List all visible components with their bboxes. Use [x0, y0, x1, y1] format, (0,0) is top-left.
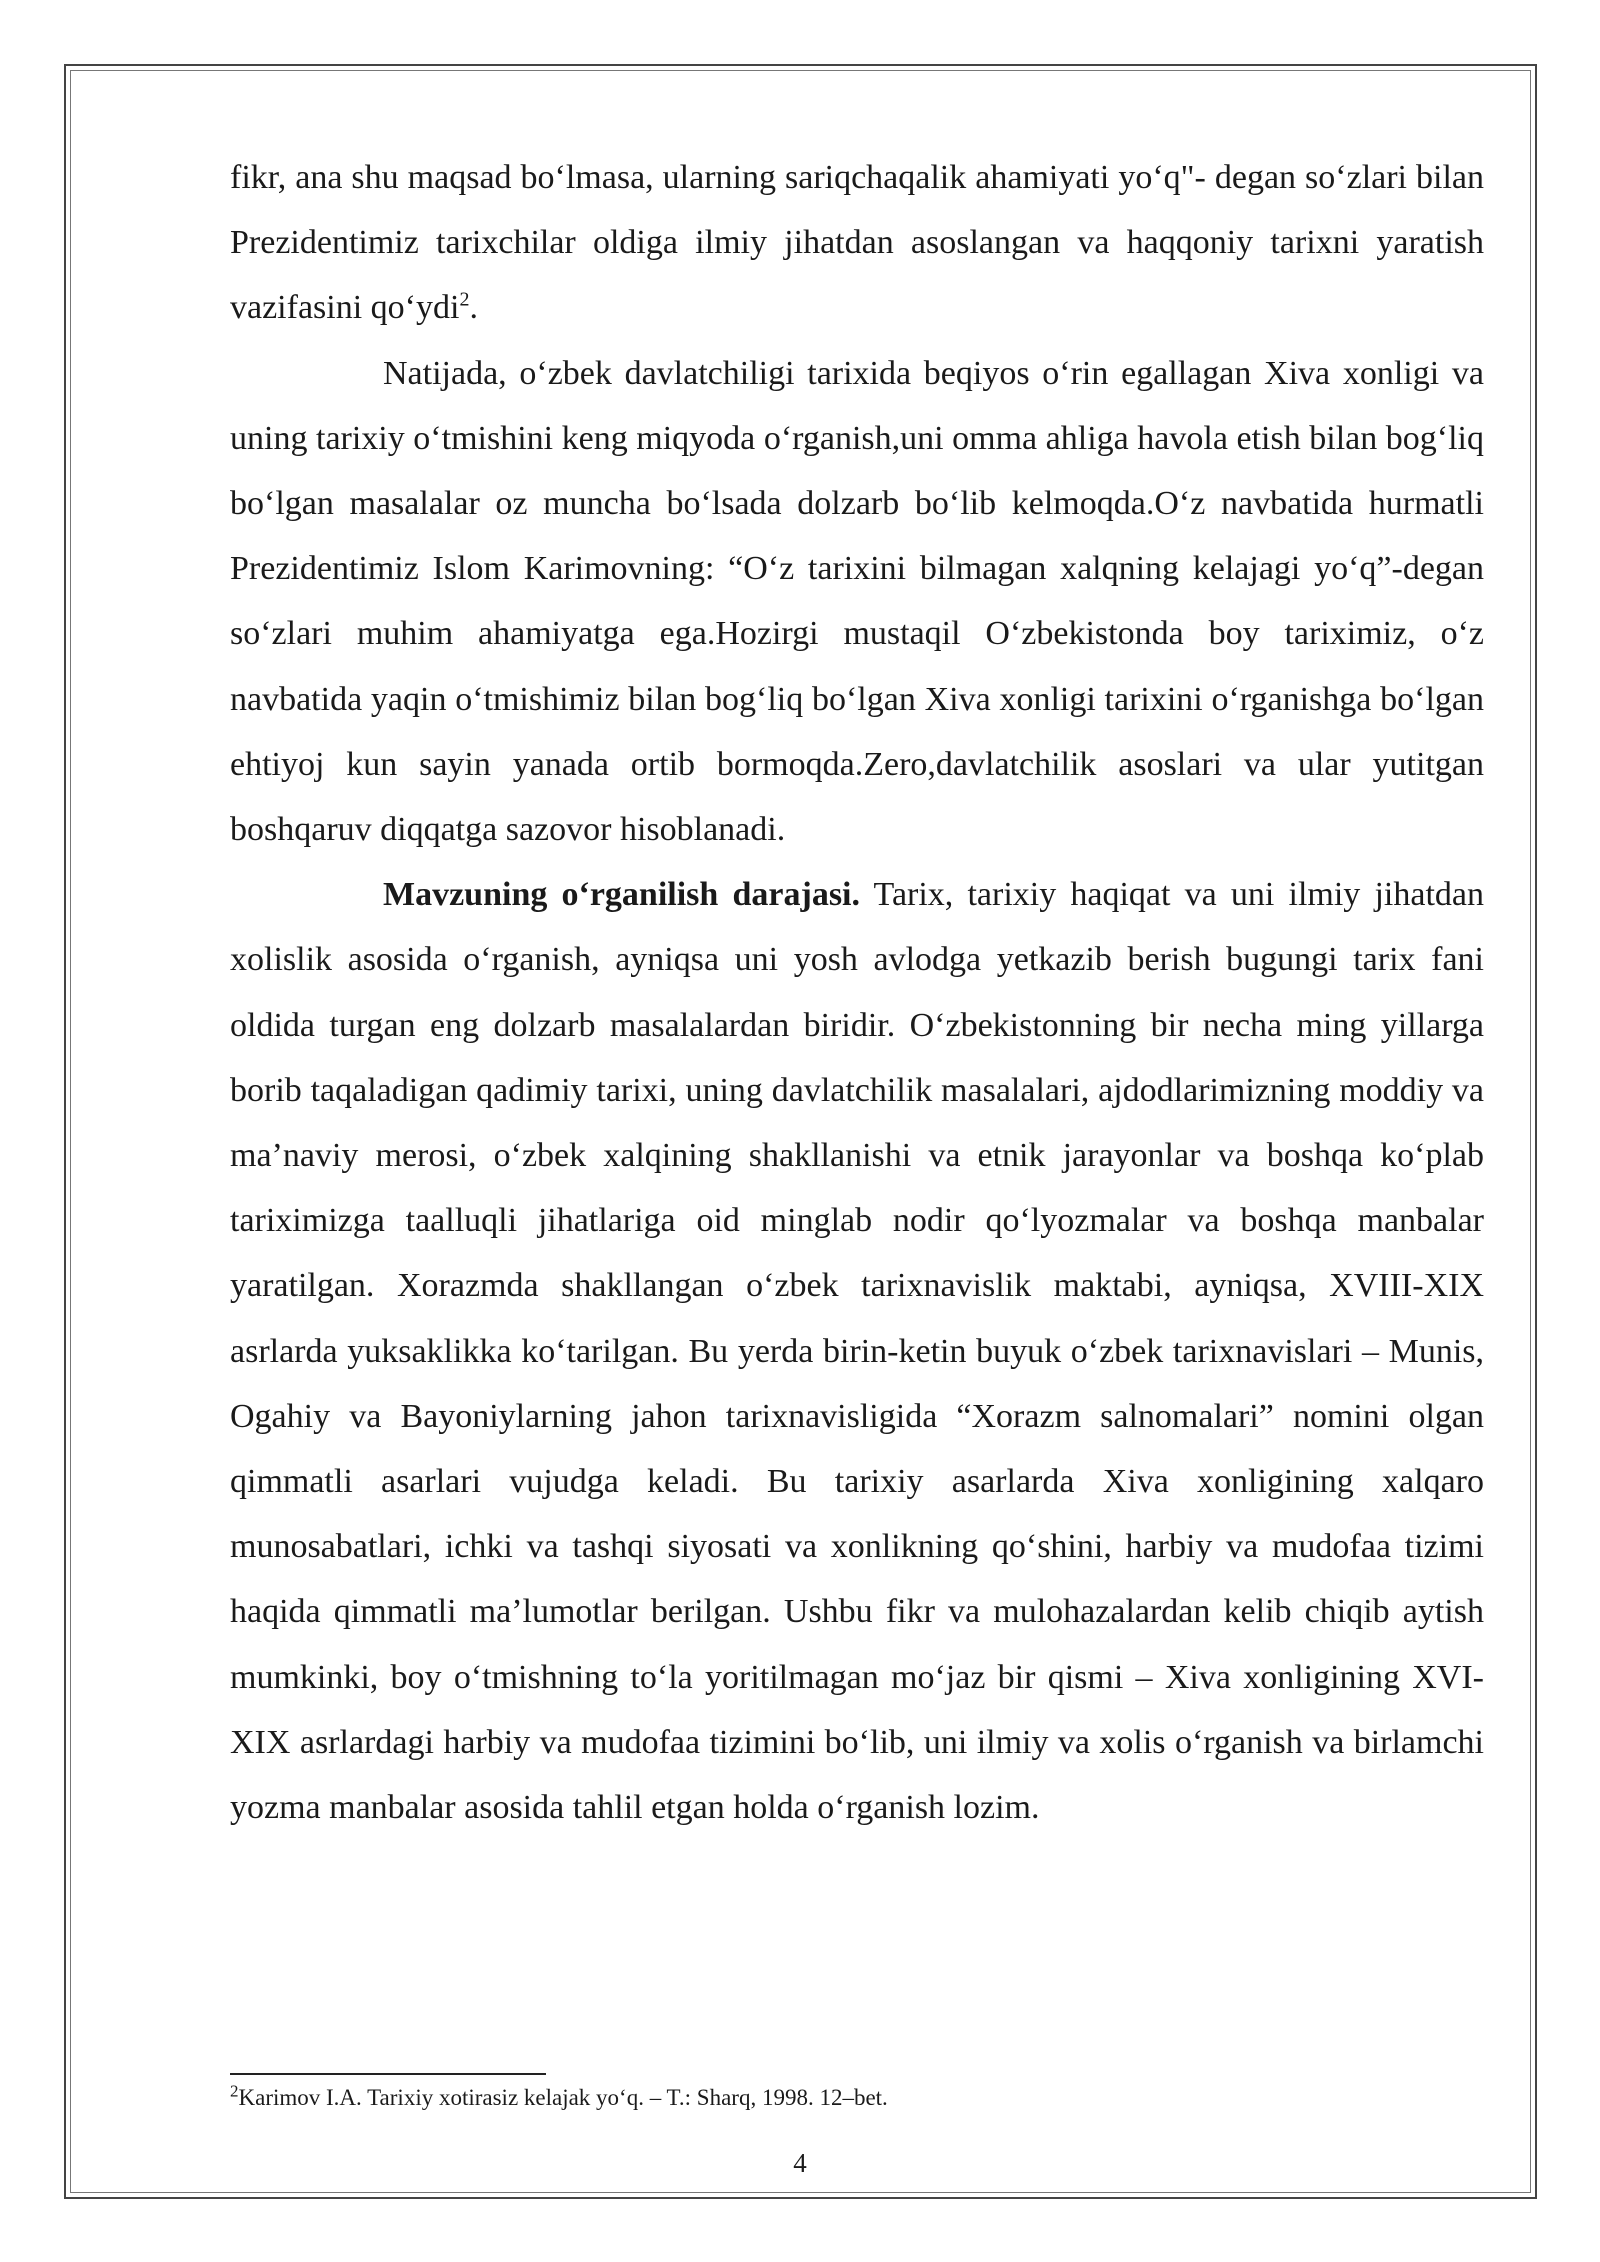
paragraph-1	[230, 145, 1484, 341]
paragraph-2	[230, 341, 1484, 863]
paragraph-1-text: fikr, ana shu maqsad boʻlmasa, ularning sariqchaqalik ahamiyati yoʻq"- degan soʻzlari bilan Prezidentimiz tarixchilar oldiga ilmiy jihatdan asoslangan va haqqoniy tarixni yaratish vazifasini qoʻydi	[230, 159, 1484, 327]
paragraph-3	[230, 862, 1484, 1840]
footnote	[230, 2083, 1484, 2113]
paragraph-3-text: Tarix, tarixiy haqiqat va uni ilmiy jihatdan xolislik asosida oʻrganish, ayniqsa uni yosh avlodga yetkazib berish bugungi tarix fani oldida turgan eng dolzarb masalalardan biridir. Oʻzbekistonning bir necha ming yillarga borib taqaladigan qadimiy tarixi, uning davlatchilik masalalari, ajdodlarimizning moddiy va ma’naviy merosi, oʻzbek xalqining shakllanishi va etnik jarayonlar va boshqa koʻplab tariximizga taalluqli jihatlariga oid minglab nodir qoʻlyozmalar va boshqa manbalar yaratilgan. Xorazmda shakllangan oʻzbek tarixnavislik maktabi, ayniqsa, XVIII-XIX asrlarda yuksaklikka koʻtarilgan. Bu yerda birin-ketin buyuk oʻzbek tarixnavislari – Munis, Ogahiy va Bayoniylarning jahon tarixnavisligida “Xorazm salnomalari” nomini olgan qimmatli asarlari vujudga keladi. Bu tarixiy asarlarda Xiva xonligining xalqaro munosabatlari, ichki va tashqi siyosati va xonlikning qoʻshini, harbiy va mudofaa tizimi haqida qimmatli ma’lumotlar berilgan. Ushbu fikr va mulohazalardan kelib chiqib aytish mumkinki, boy oʻtmishning toʻla yoritilmagan moʻjaz bir qismi – Xiva xonligining XVI-XIX asrlardagi harbiy va mudofaa tizimini boʻlib, uni ilmiy va xolis oʻrganish va birlamchi yozma manbalar asosida tahlil etgan holda oʻrganish lozim.	[230, 876, 1484, 1827]
footnote-marker: 2	[230, 2081, 239, 2101]
page-body	[230, 145, 1484, 1840]
footnote-separator	[230, 2073, 546, 2075]
footnote-text: Karimov I.A. Tarixiy xotirasiz kelajak yoʻq. – T.: Sharq, 1998. 12–bet.	[238, 2085, 888, 2110]
page-number: 4	[793, 2148, 807, 2178]
section-heading: Mavzuning oʻrganilish darajasi.	[383, 876, 860, 914]
paragraph-1-end: .	[469, 289, 478, 327]
paragraph-2-text: Natijada, oʻzbek davlatchiligi tarixida beqiyos oʻrin egallagan Xiva xonligi va uning tarixiy oʻtmishini keng miqyoda oʻrganish,uni omma ahliga havola etish bilan bogʻliq boʻlgan masalalar oz muncha boʻlsada dolzarb boʻlib kelmoqda.Oʻz navbatida hurmatli Prezidentimiz Islom Karimovning: “Oʻz tarixini bilmagan xalqning kelajagi yoʻq”-degan soʻzlari muhim ahamiyatga ega.Hozirgi mustaqil Oʻzbekistonda boy tariximiz, oʻz navbatida yaqin oʻtmishimiz bilan bogʻliq boʻlgan Xiva xonligi tarixini oʻrganishga boʻlgan ehtiyoj kun sayin yanada ortib bormoqda.Zero,davlatchilik asoslari va ular yutitgan boshqaruv diqqatga sazovor hisoblanadi.	[230, 354, 1484, 849]
footnote-reference[interactable]: 2	[459, 289, 470, 312]
